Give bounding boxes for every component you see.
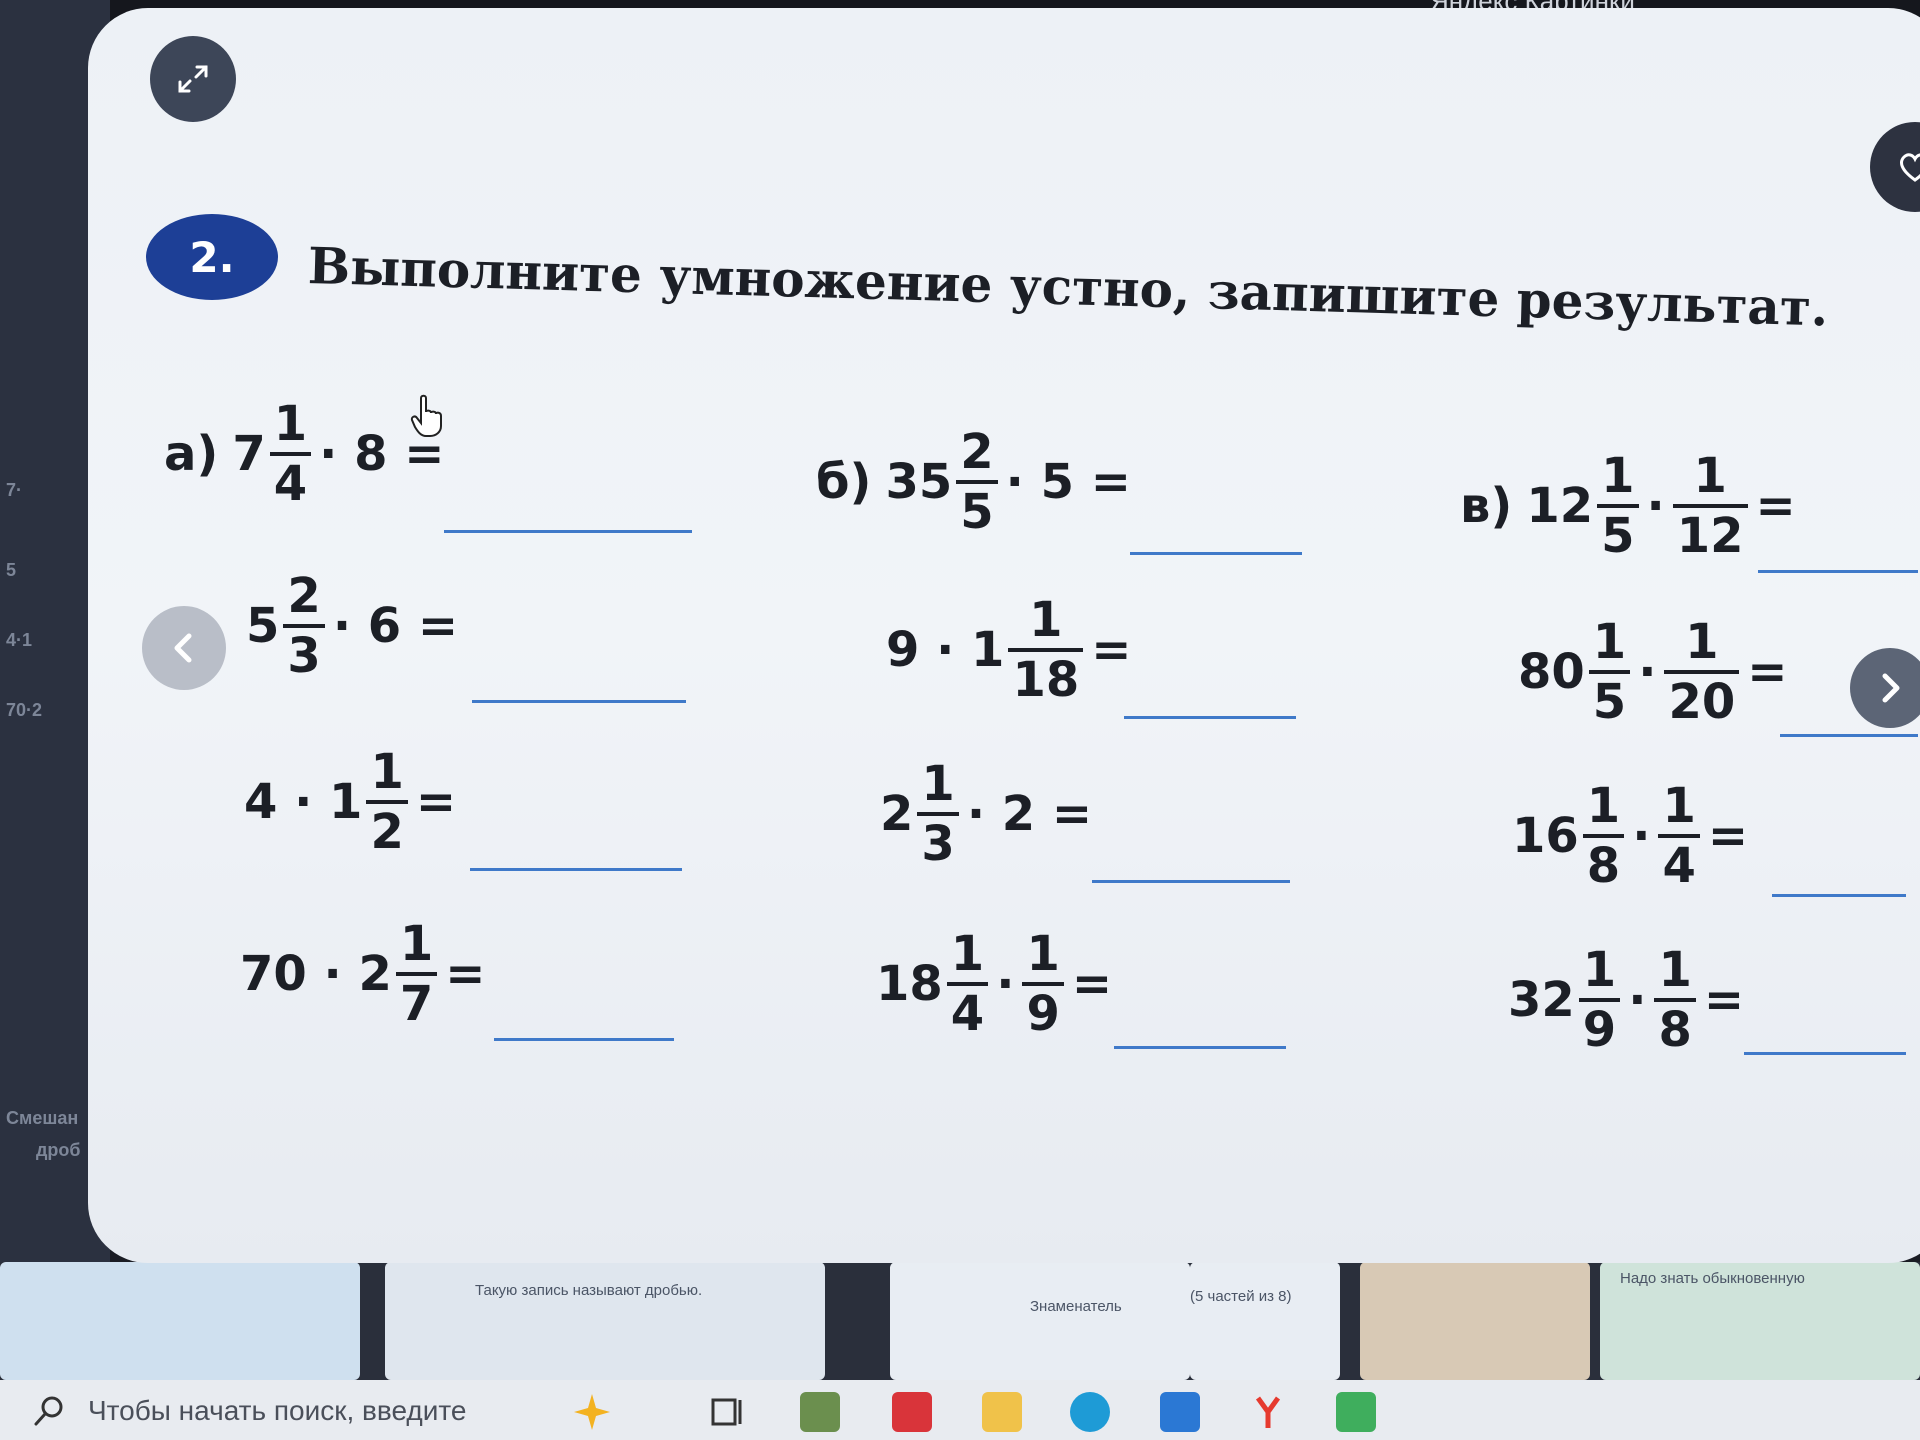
fraction: $\frac{1}{2}$	[366, 748, 407, 856]
task-number-badge: 2.	[146, 214, 278, 300]
bg-fragment: дроб	[36, 1140, 81, 1160]
fraction: $\frac{1}{18}$	[1008, 596, 1083, 704]
expression-c1: в) 12 $\frac{1}{5}$ · $\frac{1}{12}$ =	[1460, 448, 1796, 564]
yandex-icon[interactable]	[1248, 1392, 1288, 1432]
answer-field-a2[interactable]	[472, 700, 686, 703]
thumbnail[interactable]: Такую запись называют дробью.	[385, 1262, 825, 1380]
fraction: $\frac{1}{8}$	[1654, 946, 1695, 1054]
thumbnail[interactable]: Надо знать обыкновенную	[1600, 1262, 1920, 1380]
thumbnail[interactable]	[1360, 1262, 1590, 1380]
answer-field-a1[interactable]	[444, 530, 692, 533]
chevron-left-icon	[164, 628, 204, 668]
fraction: $\frac{1}{4}$	[947, 930, 988, 1038]
expression-a4: 70 · 2 $\frac{1}{7}$ =	[240, 916, 486, 1032]
expression-a2: 5 $\frac{2}{3}$ · 6 =	[246, 568, 459, 684]
expression-a3: 4 · 1 $\frac{1}{2}$ =	[244, 744, 457, 860]
answer-field-c4[interactable]	[1744, 1052, 1906, 1055]
bg-fragment: 4·1	[6, 630, 33, 650]
expand-arrows-icon	[173, 59, 213, 99]
fraction: $\frac{1}{7}$	[396, 920, 437, 1028]
answer-field-b4[interactable]	[1114, 1046, 1286, 1049]
fraction: $\frac{1}{20}$	[1664, 618, 1739, 726]
sparkle-icon[interactable]	[572, 1392, 612, 1432]
chevron-right-icon	[1870, 668, 1910, 708]
slide-thumbnails	[0, 1262, 1920, 1380]
search-icon	[32, 1394, 66, 1428]
answer-field-b1[interactable]	[1130, 552, 1302, 555]
answer-field-c2[interactable]	[1780, 734, 1918, 737]
column-label: а)	[164, 426, 219, 482]
column-label: б)	[816, 454, 872, 510]
bg-fragment: 5	[6, 560, 17, 580]
bg-fragment: 7·	[6, 480, 23, 500]
bg-fragment: 70·2	[6, 700, 43, 720]
answer-field-b3[interactable]	[1092, 880, 1290, 883]
expression-b2: 9 · 1 $\frac{1}{18}$ =	[886, 592, 1132, 708]
expression-b3: 2 $\frac{1}{3}$ · 2 =	[880, 756, 1093, 872]
answer-field-c1[interactable]	[1758, 570, 1918, 573]
expression-c3: 16 $\frac{1}{8}$ · $\frac{1}{4}$ =	[1512, 778, 1749, 894]
wps-office-icon[interactable]	[892, 1392, 932, 1432]
heart-icon	[1895, 147, 1920, 187]
thumbnail[interactable]: (5 частей из 8)	[1190, 1262, 1340, 1380]
answer-field-a4[interactable]	[494, 1038, 674, 1041]
expand-button[interactable]	[150, 36, 236, 122]
fraction: $\frac{2}{3}$	[283, 572, 324, 680]
fraction: $\frac{1}{8}$	[1583, 782, 1624, 890]
fraction: $\frac{2}{5}$	[956, 428, 997, 536]
fraction: $\frac{1}{3}$	[917, 760, 958, 868]
store-icon[interactable]	[1160, 1392, 1200, 1432]
expression-c2: 80 $\frac{1}{5}$ · $\frac{1}{20}$ =	[1518, 614, 1788, 730]
task-view-icon[interactable]	[708, 1392, 748, 1432]
expression-b1: б) 35 $\frac{2}{5}$ · 5 =	[816, 424, 1131, 540]
fraction: $\frac{1}{12}$	[1673, 452, 1748, 560]
expression-b4: 18 $\frac{1}{4}$ · $\frac{1}{9}$ =	[876, 926, 1113, 1042]
fraction: $\frac{1}{9}$	[1579, 946, 1620, 1054]
bluestacks-icon[interactable]	[1336, 1392, 1376, 1432]
fraction: $\frac{1}{4}$	[270, 400, 311, 508]
column-label: в)	[1460, 478, 1513, 534]
expression-c4: 32 $\frac{1}{9}$ · $\frac{1}{8}$ =	[1508, 942, 1745, 1058]
search-placeholder: Чтобы начать поиск, введите	[88, 1395, 467, 1426]
answer-field-a3[interactable]	[470, 868, 682, 871]
expression-a1: а) 7 $\frac{1}{4}$ · 8 =	[164, 396, 445, 512]
next-slide-button[interactable]	[1850, 648, 1920, 728]
prev-slide-button[interactable]	[142, 606, 226, 690]
fraction: $\frac{1}{9}$	[1022, 930, 1063, 1038]
file-explorer-icon[interactable]	[982, 1392, 1022, 1432]
fraction: $\frac{1}{5}$	[1597, 452, 1638, 560]
fraction: $\frac{1}{5}$	[1589, 618, 1630, 726]
thumbnail[interactable]: Знаменатель	[890, 1262, 1190, 1380]
answer-field-c3[interactable]	[1772, 894, 1906, 897]
edge-icon[interactable]	[1070, 1392, 1110, 1432]
thumbnail[interactable]	[0, 1262, 360, 1380]
minecraft-icon[interactable]	[800, 1392, 840, 1432]
fraction: $\frac{1}{4}$	[1658, 782, 1699, 890]
answer-field-b2[interactable]	[1124, 716, 1296, 719]
bg-fragment: Смешан	[6, 1108, 79, 1128]
task-title: Выполните умножение устно, запишите результат.	[307, 236, 1830, 338]
